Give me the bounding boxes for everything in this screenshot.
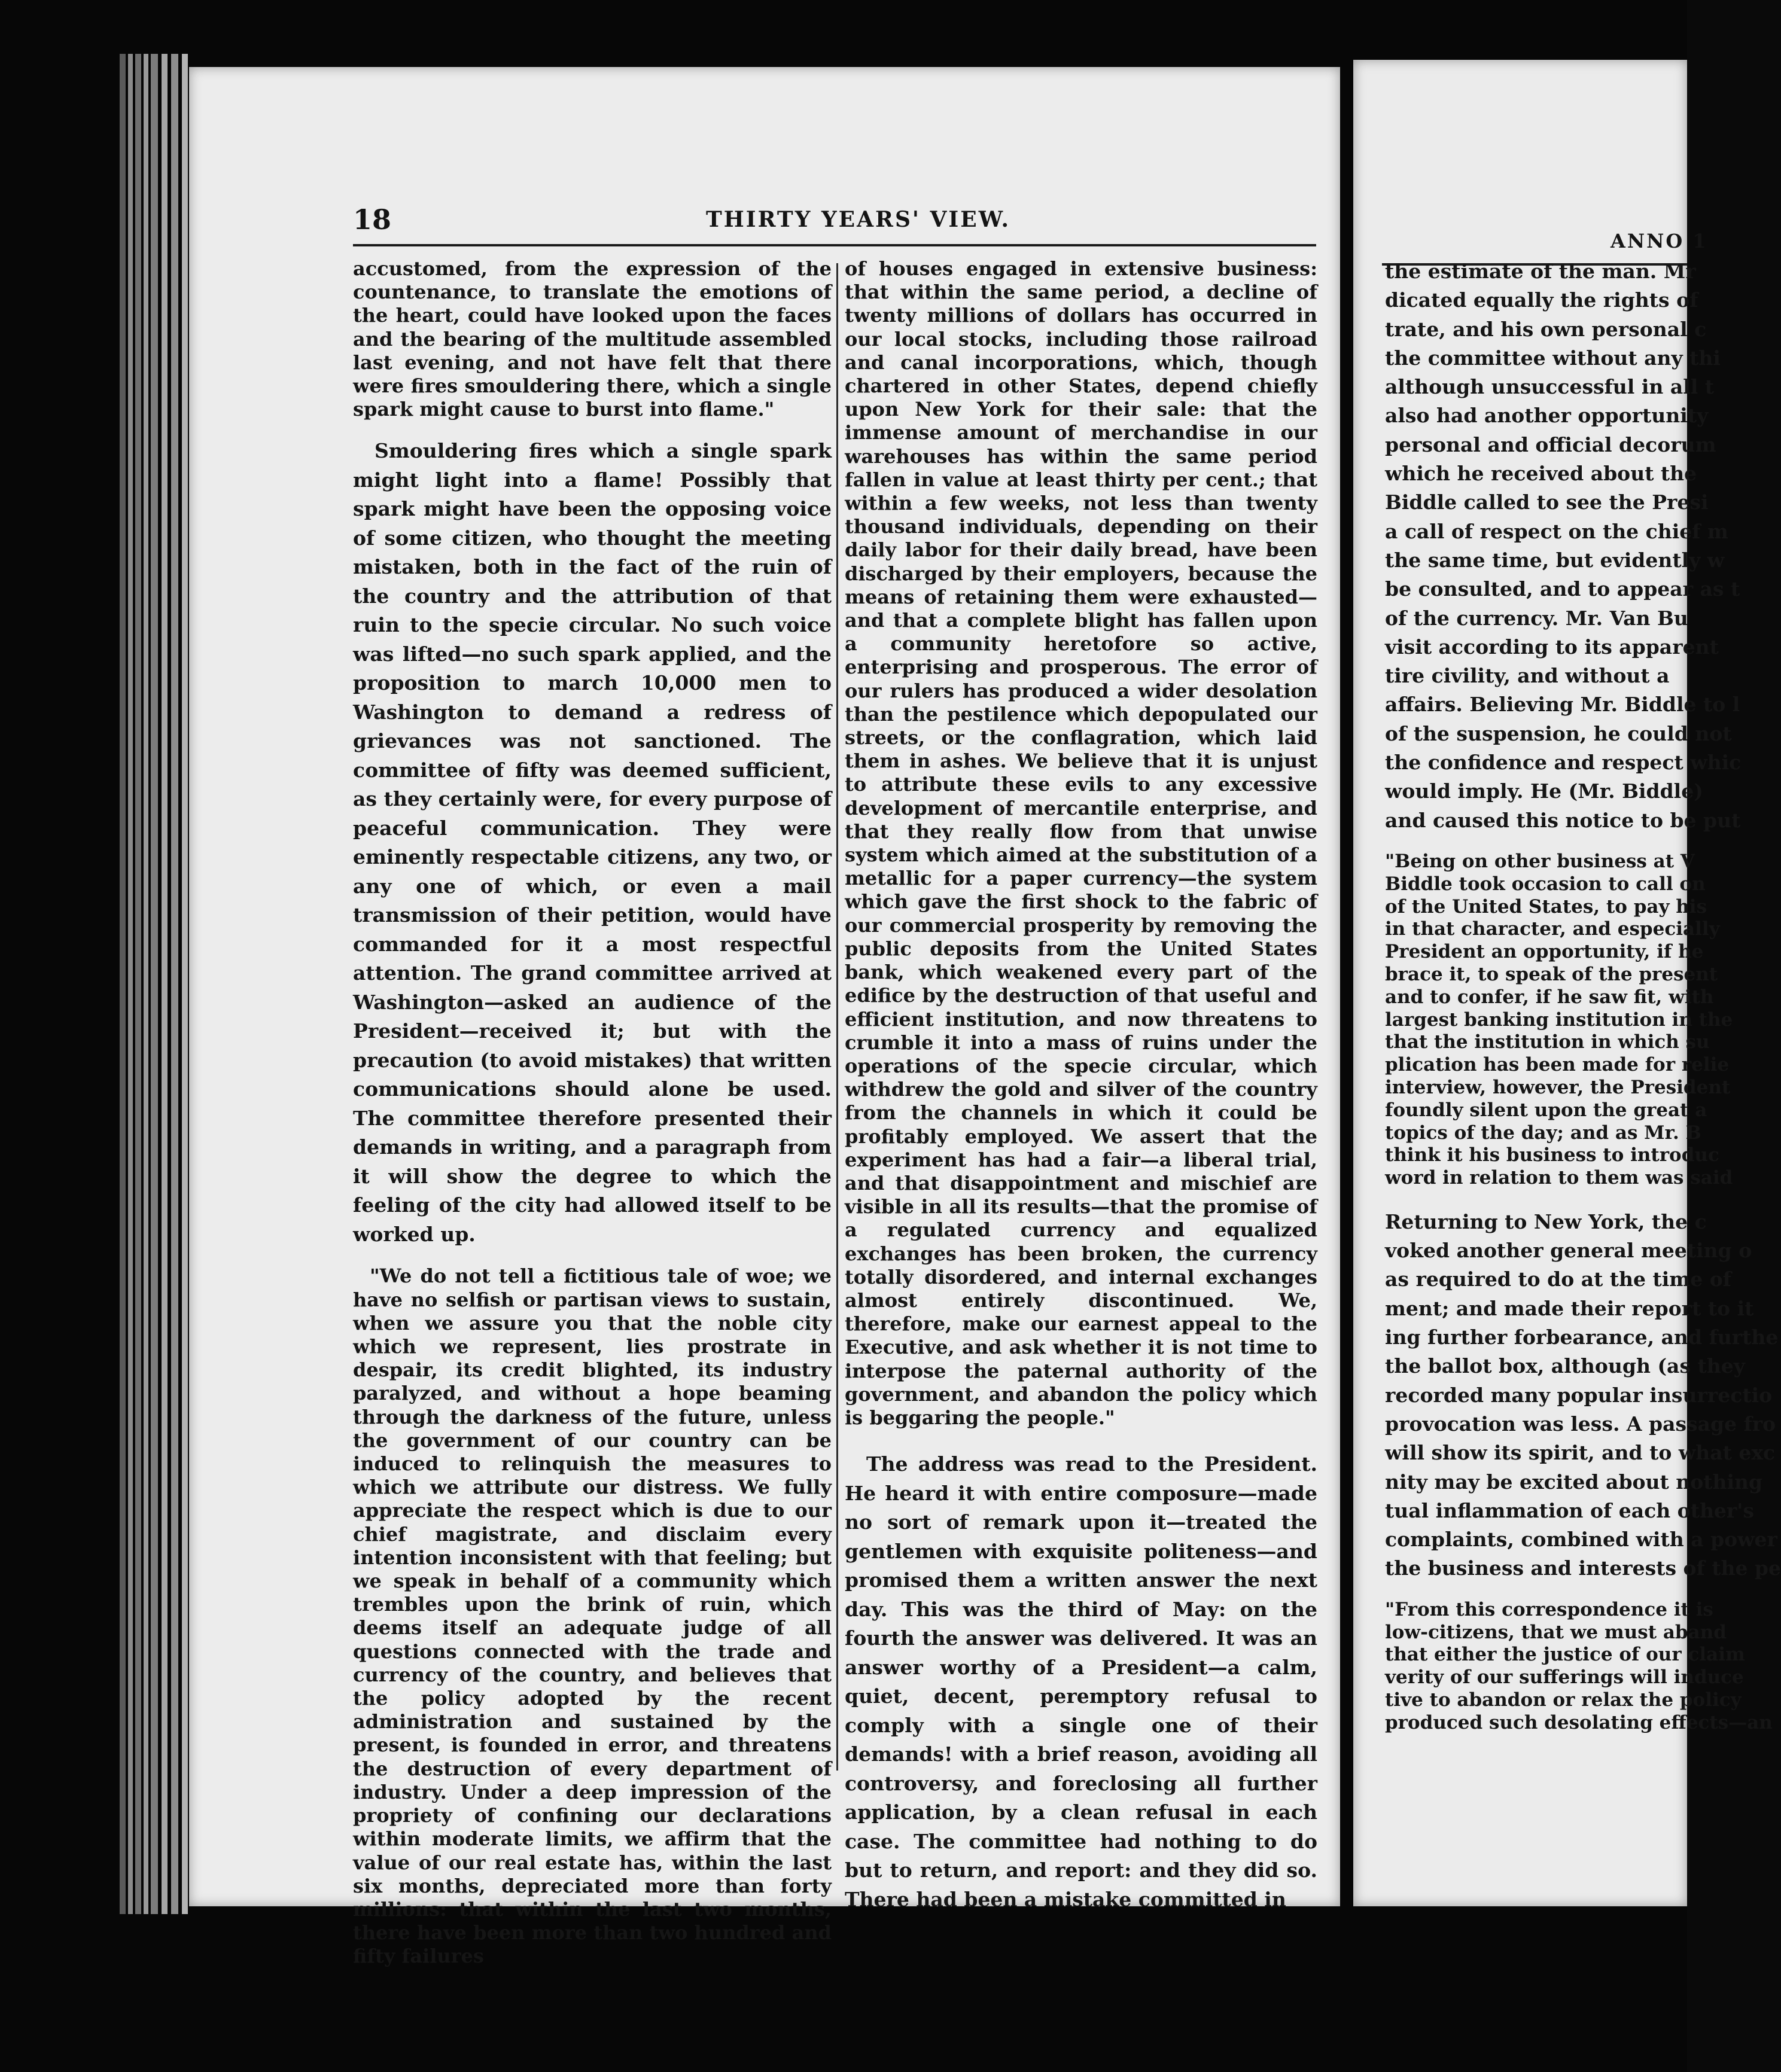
- right-text-line: of the currency. Mr. Van Bu: [1385, 606, 1688, 630]
- column-divider: [836, 263, 838, 1771]
- right-text-line: will show its spirit, and to what exc: [1385, 1441, 1776, 1465]
- right-quote-line: interview, however, the President: [1385, 1076, 1731, 1098]
- middle-column: [845, 257, 1317, 1914]
- right-text-line: nity may be excited about nothing: [1385, 1470, 1763, 1494]
- quote-continued: of houses engaged in extensive business: that within the same period, a decline of twenty millions of dollars has occurred in our local stocks, including those railroad and canal incorporations, which, though chartered in other States, depend chiefly upon New York for their sale: that the immense amount of merchandise in our warehouses has within the same period fallen in value at least thirty per cent.; that within a few weeks, not less than twenty thousand individuals, depending on their daily labor for their daily bread, have been discharged by their employers, because the means of retaining them were exhausted—and that a complete blight has fallen upon a community heretofore so active, enterprising and prosperous. The error of our rulers has produced a wider desolation than the pestilence which depopulated our streets, or the conflagration, which laid them in ashes. We believe that it is unjust to attribute these evils to any excessive development of mercantile enterprise, and that they really flow from that unwise system which aimed at the substitution of a metallic for a paper currency—the system which gave the first shock to the fabric of our commercial prosperity by removing the public deposits from the United States bank, which weakened every part of the edifice by the destruction of that useful and efficient institution, and now threatens to crumble it into a mass of ruins under the operations of the specie circular, which withdrew the gold and silver of the country from the channels in which it could be profitably employed. We assert that the experiment has had a fair—a liberal trial, and that disappointment and mischief are visible in all its results—that the promise of a regulated currency and equalized exchanges has been broken, the currency totally disordered, and internal exchanges almost entirely discontinued. We, therefore, make our earnest appeal to the Executive, and ask whether it is not time to interpose the paternal authority of the government, and abandon the policy which is beggaring the people.": [845, 257, 1317, 1429]
- running-head: [353, 203, 1316, 242]
- right-text-line: be consulted, and to appear as t: [1385, 577, 1740, 601]
- paragraph-2: The address was read to the President. He heard it with entire composure—made no sort of remark upon it—treated the gentlemen with exquisite politeness—and promised them a written answer the next day. This was the third of May: on the fourth the answer was delivered. It was an answer worthy of a President—a calm, quiet, decent, peremptory refusal to comply with a single one of their demands! with a brief reason, avoiding all controversy, and foreclosing all further application, by a clean refusal in each case. The committee had nothing to do but to return, and report: and they did so. There had been a mistake committed in: [845, 1452, 1317, 1911]
- right-quote-line: that either the justice of our claim: [1385, 1644, 1745, 1666]
- quote-2: "We do not tell a fictitious tale of woe; we have no selfish or partisan views to sustain, when we assure you that the noble city which we represent, lies prostrate in despair, its credit blighted, its industry paralyzed, and without a hope beaming through the darkness of the future, unless the government of our country can be induced to relinquish the measures to which we attribute our distress. We fully appreciate the respect which is due to our chief magistrate, and disclaim every intention inconsistent with that feeling; but we speak in behalf of a community which trembles upon the brink of ruin, which deems itself an adequate judge of all questions connected with the trade and currency of the country, and believes that the policy adopted by the recent administration and sustained by the present, is founded in error, and threatens the destruction of every department of industry. Under a deep impression of the propriety of confining our declarations within moderate limits, we affirm that the value of our real estate has, within the last six months, depreciated more than forty millions: that within the last two months, there have been more than two hundred and fifty failures: [353, 1264, 832, 1968]
- right-page-head: ANNO 1: [1610, 230, 1708, 252]
- right-quote-line: and to confer, if he saw fit, with: [1385, 986, 1714, 1008]
- right-quote-line: that the institution in which su: [1385, 1031, 1710, 1053]
- right-block-1: [1385, 257, 1742, 835]
- right-column: [1385, 257, 1781, 1735]
- right-text-line: also had another opportunity: [1385, 404, 1709, 428]
- right-text-line: tual inflammation of each other's: [1385, 1498, 1754, 1522]
- right-text-line: which he received about the: [1385, 462, 1697, 486]
- right-quote-line: "From this correspondence it is: [1385, 1598, 1713, 1620]
- right-text-line: recorded many popular insurrectio: [1385, 1383, 1773, 1407]
- right-text-line: the estimate of the man. Mr: [1385, 260, 1696, 283]
- right-quote-line: Biddle took occasion to call on: [1385, 873, 1706, 895]
- right-text-line: ment; and made their report to it: [1385, 1296, 1754, 1320]
- header-rule: [353, 244, 1316, 246]
- right-quote-line: foundly silent upon the great a: [1385, 1099, 1707, 1121]
- right-text-line: as required to do at the time of: [1385, 1267, 1731, 1291]
- right-quote-line: low-citizens, that we must aband: [1385, 1621, 1727, 1643]
- quote-continuation: accustomed, from the expression of the countenance, to translate the emotions of the heart, could have looked upon the faces and the bearing of the multitude assembled last evening, and not have felt that there were fires smouldering there, which a single spark might cause to burst into flame.": [353, 257, 832, 421]
- book-title: THIRTY YEARS' VIEW.: [706, 207, 1011, 232]
- right-text-line: affairs. Believing Mr. Biddle to l: [1385, 693, 1740, 717]
- right-text-line: Biddle called to see the Presi: [1385, 490, 1709, 514]
- right-text-line: ing further forbearance, and furthe: [1385, 1326, 1779, 1349]
- right-text-line: Returning to New York, the c: [1385, 1209, 1707, 1233]
- right-quote-1: [1385, 850, 1733, 1190]
- left-column: [353, 257, 832, 1969]
- right-quote-line: of the United States, to pay his: [1385, 895, 1707, 918]
- right-text-line: a call of respect on the chief m: [1385, 519, 1728, 543]
- right-quote-line: topics of the day; and as Mr. B: [1385, 1122, 1701, 1144]
- right-block-2: [1385, 1208, 1781, 1583]
- right-quote-line: plication has been made for relie: [1385, 1054, 1730, 1076]
- right-text-line: of the suspension, he could not: [1385, 721, 1732, 745]
- right-text-line: and caused this notice to be put: [1385, 808, 1741, 832]
- right-text-line: dicated equally the rights of: [1385, 288, 1698, 312]
- right-quote-line: verity of our sufferings will induce: [1385, 1666, 1744, 1689]
- paragraph-1: Smouldering fires which a single spark might light into a flame! Possibly that spark might have been the opposing voice of some citizen, who thought the meeting mistaken, both in the fact of the ruin of the country and the attribution of that ruin to the specie circular. No such voice was lifted—no such spark applied, and the proposition to march 10,000 men to Washington to demand a redress of grievances was not sanctioned. The committee of fifty was deemed sufficient, as they certainly were, for every purpose of peaceful communication. They were eminently respectable citizens, any two, or any one of which, or even a mail transmission of their petition, would have commanded for it a most respectful attention. The grand committee arrived at Washington—asked an audience of the President—received it; but with the precaution (to avoid mistakes) that written communications should alone be used. The committee therefore presented their demands in writing, and a paragraph from it will show the degree to which the feeling of the city had allowed itself to be worked up.: [353, 439, 832, 1246]
- right-quote-line: largest banking institution in the: [1385, 1008, 1733, 1031]
- right-quote-line: "Being on other business at V: [1385, 850, 1695, 872]
- right-text-line: provocation was less. A passage fro: [1385, 1412, 1776, 1436]
- right-quote-line: President an opportunity, if he: [1385, 941, 1704, 963]
- right-quote-line: tive to abandon or relax the policy: [1385, 1689, 1742, 1711]
- right-text-line: tire civility, and without a: [1385, 664, 1670, 688]
- right-quote-line: think it his business to introduc: [1385, 1144, 1719, 1166]
- right-text-line: the business and interests of the pe: [1385, 1556, 1781, 1580]
- right-text-line: the same time, but evidently w: [1385, 548, 1725, 572]
- right-quote-2: [1385, 1598, 1773, 1735]
- right-text-line: complaints, combined with a power: [1385, 1528, 1777, 1552]
- right-text-line: the committee without any thi: [1385, 346, 1721, 370]
- right-text-line: the ballot box, although (as they: [1385, 1354, 1745, 1378]
- right-quote-line: in that character, and especially: [1385, 918, 1720, 940]
- right-text-line: would imply. He (Mr. Biddle): [1385, 779, 1703, 803]
- right-text-line: visit according to its apparent: [1385, 635, 1719, 659]
- right-text-line: voked another general meeting o: [1385, 1239, 1752, 1263]
- page-number: 18: [353, 203, 392, 236]
- right-text-line: personal and official decorum: [1385, 432, 1716, 456]
- right-text-line: trate, and his own personal c: [1385, 317, 1707, 341]
- page-edges: [120, 54, 190, 1914]
- right-quote-line: brace it, to speak of the present: [1385, 963, 1718, 985]
- right-quote-line: produced such desolating effects—an: [1385, 1711, 1773, 1733]
- right-text-line: although unsuccessful in all t: [1385, 375, 1715, 399]
- right-quote-line: word in relation to them was said: [1385, 1167, 1733, 1189]
- right-text-line: the confidence and respect whic: [1385, 751, 1742, 775]
